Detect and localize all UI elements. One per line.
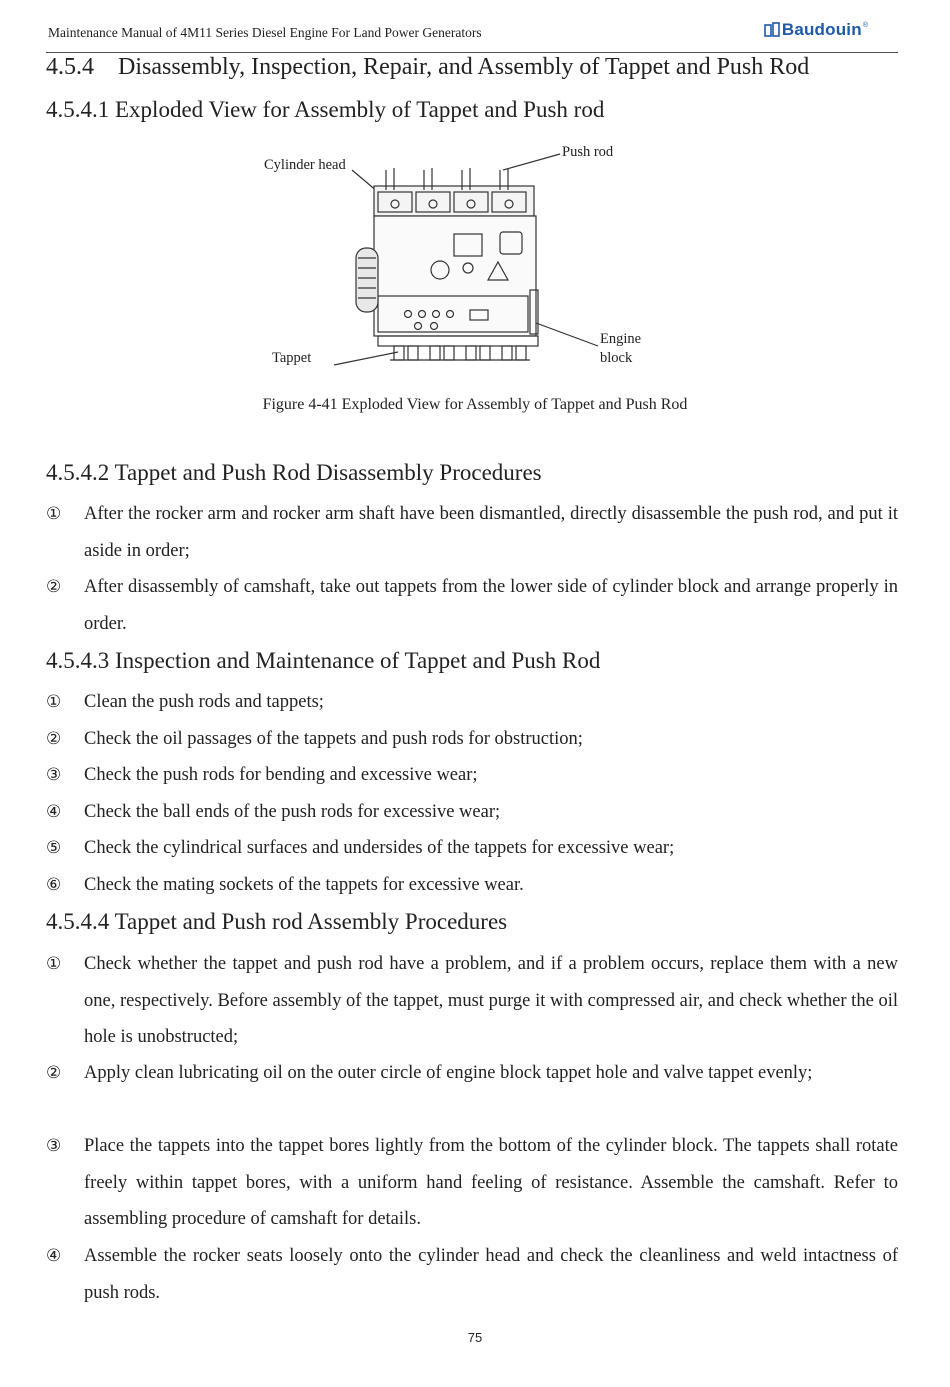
logo-text: Baudouin bbox=[781, 20, 862, 39]
list-item bbox=[46, 496, 898, 569]
subsection-heading-4-5-4-1: 4.5.4.1 Exploded View for Assembly of Tappet and Push rod bbox=[46, 97, 605, 122]
section-title: Disassembly, Inspection, Repair, and Assembly of Tappet and Push Rod bbox=[118, 54, 810, 80]
list-marker: ④ bbox=[46, 1246, 62, 1266]
list-item-text: Check the ball ends of the push rods for excessive wear; bbox=[84, 802, 501, 822]
list-marker: ④ bbox=[46, 802, 62, 822]
list-item bbox=[46, 721, 898, 758]
list-item-text: Check whether the tappet and push rod have a problem, and if a problem occurs, replace them with a new one, respectively. Before assembly of the tappet, must purge it with compressed air, and check whether the oil hole is unobstructed; bbox=[84, 954, 898, 1047]
list-marker: ⑥ bbox=[46, 875, 62, 895]
list-item-text: Check the push rods for bending and excessive wear; bbox=[84, 765, 478, 785]
label-push-rod: Push rod bbox=[562, 144, 614, 160]
section-heading bbox=[46, 54, 809, 81]
figure-caption: Figure 4-41 Exploded View for Assembly of Tappet and Push Rod bbox=[262, 396, 688, 413]
list-item bbox=[46, 830, 898, 867]
baudouin-logo bbox=[764, 18, 868, 42]
logo-mark-icon bbox=[764, 22, 780, 38]
list-item bbox=[46, 569, 898, 642]
list-item bbox=[46, 757, 898, 794]
list-item bbox=[46, 946, 898, 1056]
section-number: 4.5.4 bbox=[46, 54, 94, 80]
label-engine-block-line1: Engine bbox=[600, 331, 642, 347]
subsection-heading-4-5-4-3: 4.5.4.3 Inspection and Maintenance of Tappet and Push Rod bbox=[46, 648, 601, 673]
list-marker: ① bbox=[46, 692, 62, 712]
list-item-text: Check the oil passages of the tappets and push rods for obstruction; bbox=[84, 729, 583, 749]
label-tappet: Tappet bbox=[272, 350, 312, 366]
list-marker: ⑤ bbox=[46, 838, 62, 858]
list-item-text: Assemble the rocker seats loosely onto the cylinder head and check the cleanliness and weld intactness of push rods. bbox=[84, 1246, 898, 1303]
page-number: 75 bbox=[467, 1330, 483, 1345]
subsection-heading-4-5-4-2: 4.5.4.2 Tappet and Push Rod Disassembly Procedures bbox=[46, 460, 542, 485]
logo-registered-mark: ® bbox=[862, 21, 868, 29]
list-item bbox=[46, 794, 898, 831]
subsection-heading-4-5-4-4: 4.5.4.4 Tappet and Push rod Assembly Procedures bbox=[46, 909, 508, 934]
list-marker: ① bbox=[46, 954, 62, 974]
list-marker: ② bbox=[46, 577, 62, 597]
page-header bbox=[46, 18, 898, 53]
list-marker: ② bbox=[46, 729, 62, 749]
header-title: Maintenance Manual of 4M11 Series Diesel Engine For Land Power Generators bbox=[48, 25, 482, 40]
list-marker: ① bbox=[46, 504, 62, 524]
list-item bbox=[46, 1128, 898, 1238]
engine-exploded-figure bbox=[258, 140, 678, 372]
list-item bbox=[46, 1055, 898, 1092]
label-engine-block-line2: block bbox=[600, 350, 633, 366]
list-item bbox=[46, 684, 898, 721]
list-item bbox=[46, 867, 898, 904]
list-item-text: Check the mating sockets of the tappets for excessive wear. bbox=[84, 875, 524, 895]
list-item-text: After disassembly of camshaft, take out tappets from the lower side of cylinder block and arrange properly in order. bbox=[84, 577, 898, 634]
list-marker: ③ bbox=[46, 765, 62, 785]
list-marker: ② bbox=[46, 1063, 62, 1083]
label-cylinder-head: Cylinder head bbox=[264, 157, 346, 173]
list-item-text: Check the cylindrical surfaces and undersides of the tappets for excessive wear; bbox=[84, 838, 675, 858]
list-item bbox=[46, 1238, 898, 1311]
list-item-text: Apply clean lubricating oil on the outer circle of engine block tappet hole and valve tappet evenly; bbox=[84, 1063, 813, 1083]
list-item-text: Clean the push rods and tappets; bbox=[84, 692, 324, 712]
list-item-text: Place the tappets into the tappet bores lightly from the bottom of the cylinder block. The tappets shall rotate freely within tappet bores, with a uniform hand feeling of resistance. Assemble the camshaft. Refer to assembling procedure of camshaft for details. bbox=[84, 1136, 898, 1229]
list-marker: ③ bbox=[46, 1136, 62, 1156]
list-item-text: After the rocker arm and rocker arm shaft have been dismantled, directly disassemble the push rod, and put it aside in order; bbox=[84, 504, 898, 561]
